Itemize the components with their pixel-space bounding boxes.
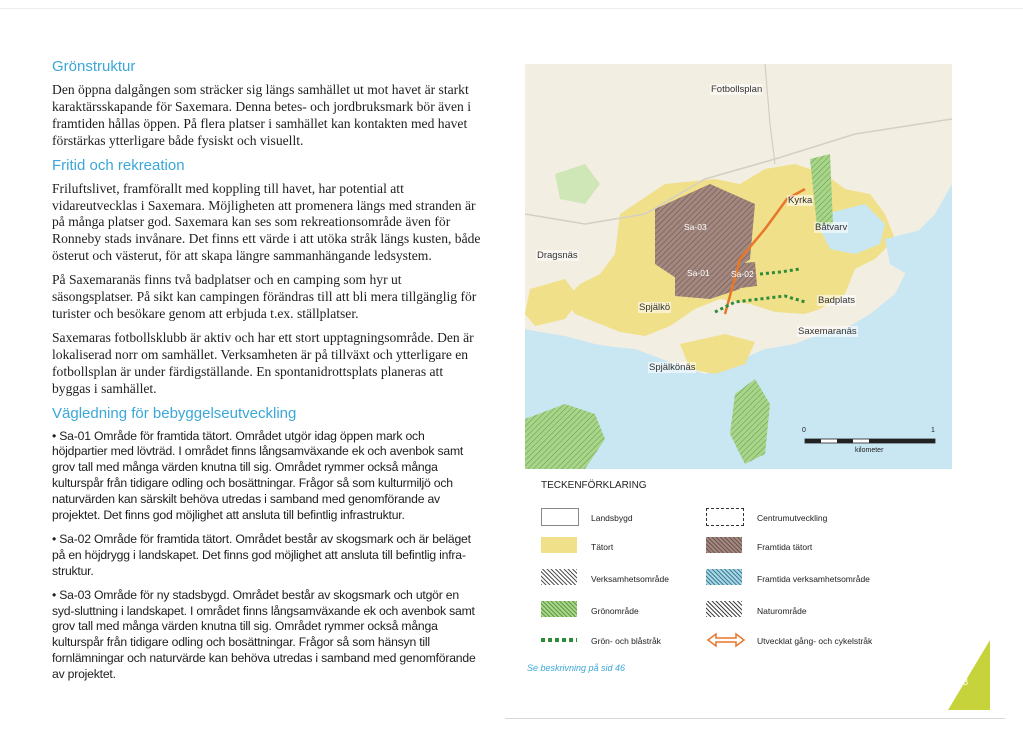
legend-swatch-verksamhet [541,569,577,585]
zone-label-sa01: Sa-01 [687,268,710,278]
scale-zero: 0 [802,427,806,434]
legend-label-verksamhet: Verksamhetsområde [591,574,669,584]
legend-swatch-gron [541,601,577,617]
legend-swatch-stak [541,638,577,642]
paragraph-fritid-3: Saxemaras fotbollsklubb är aktiv och har ett stort upptagningsområde. Den är lokaliserad norr om samhället. Verksamheten är på tillväxt och ytterligare en fotbollsplan är under färdigställande. En spontanidrottsplats planeras att byggas i samhället. [52,329,474,396]
legend-swatch-framtida-verks [706,569,742,585]
heading-gronstruktur: Grönstruktur [52,58,136,75]
legend-title: TECKENFÖRKLARING [541,480,647,491]
scale-unit: kilometer [855,447,884,454]
heading-fritid: Fritid och rekreation [52,156,185,174]
legend-label-tatort: Tätort [591,542,614,552]
legend-label-landsbygd: Landsbygd [591,513,633,523]
legend-swatch-tatort [541,537,577,553]
paragraph-fritid-2: På Saxemaranäs finns två badplatser och en camping som hyr ut säsongsplatser. På sikt kan campingen förändras till att bli mera tillgänglig för turister och besökare genom att erbjuda t.ex. ställplatser. [52,272,477,321]
page-number: 58 [958,677,969,687]
legend-label-utvecklat: Utvecklat gång- och cykelstråk [757,636,873,646]
page-corner-triangle [948,640,990,710]
map-label-saxemaranas: Saxemaranäs [798,326,857,337]
map-label-spjalko: Spjälkö [639,302,671,313]
heading-vagledning: Vägledning för bebyggelseutveckling [52,404,297,422]
map-label-spjalkonas: Spjälkönäs [649,362,696,373]
map-label-dragsnas: Dragsnäs [537,250,578,261]
legend-swatch-landsbygd [541,508,579,526]
legend-swatch-centrum [706,508,744,526]
map-label-badplats: Badplats [818,295,855,306]
legend-label-framtida: Framtida tätort [757,542,813,552]
double-arrow-icon [706,631,746,649]
legend-swatch-natur [706,601,742,617]
legend-swatch-framtida [706,537,742,553]
guidance-item-sa01: • Sa-01 Område för framtida tätort. Området utgör idag öppen mark och höjdpartier med lövträd. I området finns långsamväxande ek och avenbok samt grov tall med många värden knutna till sig. Området rymmer också många kulturspår från tidigare odling och bosättningar. Frågor så som kulturmiljö och naturvärden kan särskilt behöva utredas i samband med genomförande av projektet. Det finns god möjlighet att ansluta till befintlig infrastruktur. [52,428,464,523]
zone-label-sa02: Sa-02 [731,269,754,279]
map-label-batvarv: Båtvarv [815,222,848,233]
map-label-kyrka: Kyrka [788,195,813,206]
legend-label-natur: Naturområde [757,606,807,616]
guidance-item-sa03: • Sa-03 Område för ny stadsbygd. Området består av skogsmark och utgör en syd-sluttning i landskapet. I området finns långsamväxande ek och avenbok samt grov tall med många värden knutna till sig. Området rymmer också många kulturspår från tidigare odling och bosättningar. Frågor så som hänsyn till fornlämningar och naturvärde kan behöva utredas i samband med genomförande av projektet. [52,587,476,682]
zone-label-sa03: Sa-03 [684,222,707,232]
legend-label-centrum: Centrumutveckling [757,513,828,523]
bottom-rule [505,718,1005,719]
legend-label-gron: Grönområde [591,606,639,616]
guidance-item-sa02: • Sa-02 Område för framtida tätort. Området består av skogsmark och är beläget på en höjdrygg i landskapet. Det finns god möjlighet att ansluta till befintlig infra-struktur. [52,531,471,578]
reference-note: Se beskrivning på sid 46 [527,663,626,673]
scale-one: 1 [931,427,935,434]
text-column [52,58,482,691]
map-label-fotbollsplan: Fotbollsplan [711,84,763,95]
legend-label-framtida-verks: Framtida verksamhetsområde [757,574,870,584]
top-rule [0,8,1023,9]
map-figure [525,64,952,469]
guidance-list [52,429,482,684]
paragraph-fritid-1: Friluftslivet, framförallt med koppling till havet, har potential att vidareutvecklas i Saxemara. Möjligheten att promenera längs med stranden är på många platser god. Saxemara kan ses som rekreationsområde även för Ronneby stads invånare. Det finns ett värde i att utöka stråk längs kusten, både österut och västerut, för att skapa längre sammanhängande ledsystem. [52,180,481,264]
legend-label-stak: Grön- och blåstråk [591,636,661,646]
map-graphic [525,64,952,469]
paragraph-gronstruktur: Den öppna dalgången som sträcker sig längs samhället ut mot havet är starkt karaktärsskapande för Saxemara. Denna betes- och jordbruksmark bör även i framtiden hållas öppen. På flera platser i samhället kan kontakten med havet förstärkas ytterligare både fysiskt och visuellt. [52,82,471,148]
